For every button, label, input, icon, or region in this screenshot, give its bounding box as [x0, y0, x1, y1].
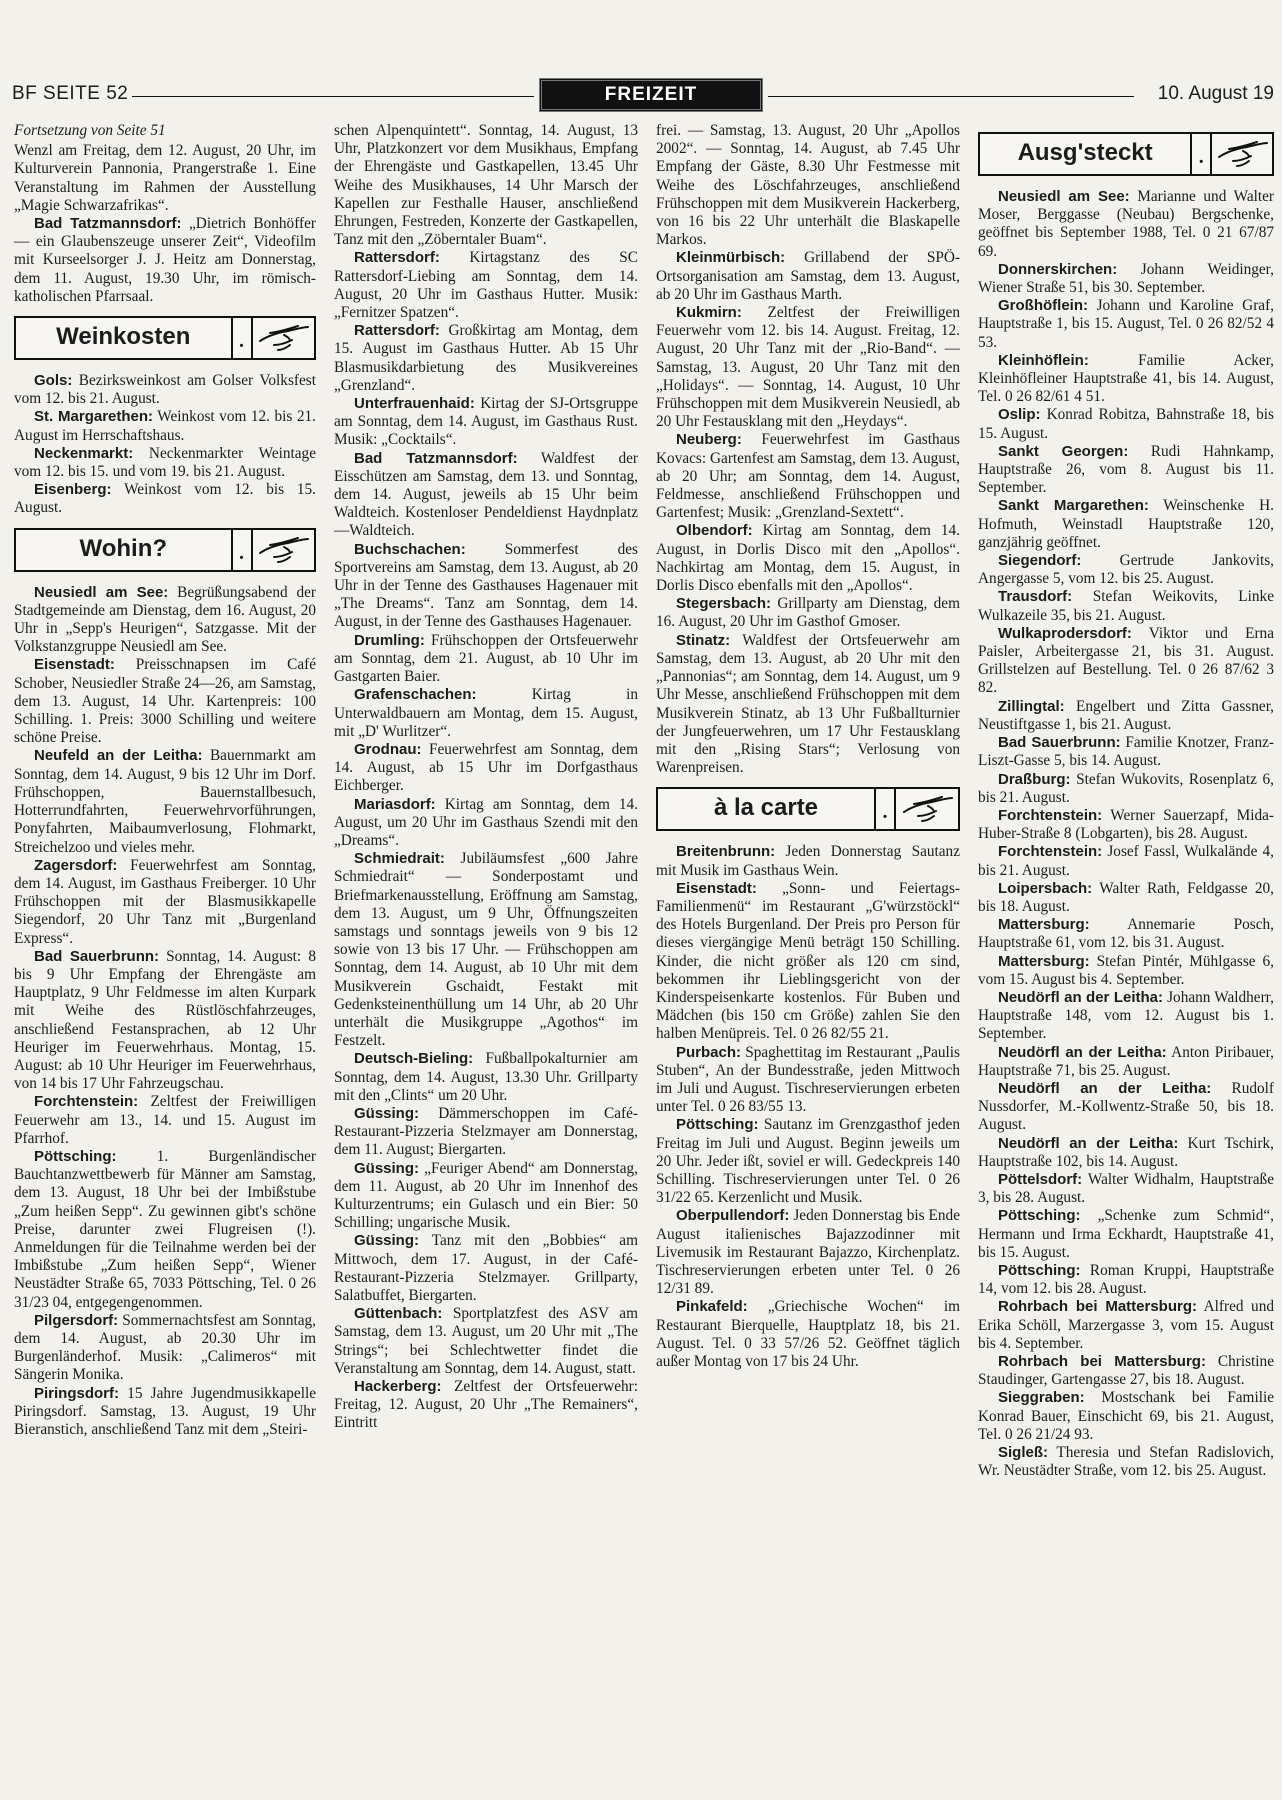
section-title: FREIZEIT	[539, 78, 763, 112]
listing-item	[978, 352, 1274, 407]
listing-place: Grodnau:	[354, 740, 422, 758]
listing-item	[334, 395, 638, 450]
listing-text: Fußballpokalturnier am Sonntag, dem 14. August, 13.30 Uhr. Grillparty mit den „Clints“ um 20 Uhr.	[334, 1050, 638, 1104]
listing-text: Walter Rath, Feldgasse 20, bis 18. August.	[978, 879, 1274, 915]
listing-place: Sankt Georgen:	[998, 442, 1129, 460]
section-box	[14, 316, 316, 360]
listing-item	[334, 632, 638, 687]
listing-item	[978, 625, 1274, 698]
listing-text: Begrüßungsabend der Stadtgemeinde am Dienstag, dem 16. August, 20 Uhr in „Sepp's Heurigen“, Satzgasse. Mit der Volkstanzgruppe Neusiedl am See.	[14, 583, 317, 656]
listing-place: Buchschachen:	[354, 540, 466, 558]
listing-text: Theresia und Stefan Radislovich, Wr. Neustädter Straße, vom 12. bis 25. August.	[978, 1444, 1274, 1480]
listing-text: Stefan Weikovits, Linke Wulkazeile 35, bis 21. August.	[978, 588, 1274, 624]
listing-item	[14, 408, 316, 444]
section-box	[14, 528, 316, 572]
listing-item	[978, 880, 1274, 916]
listing-place: Neckenmarkt:	[34, 444, 134, 462]
listing-place: Pinkafeld:	[676, 1298, 748, 1316]
listing-text: Zeltfest der Freiwilligen Feuerwehr am 13., 14. und 15. August im Pfarrhof.	[14, 1093, 316, 1147]
listing-item	[334, 741, 638, 796]
page-number: BF SEITE 52	[12, 83, 129, 104]
listing-place: Forchtenstein:	[34, 1093, 139, 1111]
listing-place: Loipersbach:	[998, 879, 1093, 897]
listing-item	[334, 796, 638, 851]
listing-item	[334, 686, 638, 741]
header-rule-right	[768, 96, 1134, 97]
listing-text: Neckenmarkter Weintage vom 12. bis 15. und vom 19. bis 21. August.	[14, 444, 316, 481]
listing-item	[656, 1116, 960, 1207]
listing-text: Bauernmarkt am Sonntag, dem 14. August, 9 bis 12 Uhr im Dorf. Frühschoppen, Bauernstallbesuch, Hotterrundfahrten, Feuerwehrvorführungen, Ponyfahrten, Maibaumverlosung, Flohmarkt, Streichelzoo und vieles mehr.	[14, 747, 316, 856]
listing-place: Neufeld an der Leitha:	[34, 747, 203, 765]
listing-item	[656, 1298, 960, 1371]
listing-item	[14, 445, 316, 481]
listing-place: Pöttsching:	[676, 1116, 759, 1134]
listing-item	[656, 632, 960, 778]
listing-place: Stinatz:	[676, 631, 731, 649]
listing-place: Bad Tatzmannsdorf:	[34, 215, 182, 233]
listing-place: Neusiedl am See:	[998, 188, 1130, 205]
listing-text: Kirtag der SJ-Ortsgruppe am Sonntag, dem 14. August, im Gasthaus Rust. Musik: „Cocktails“.	[334, 395, 638, 449]
article-text: frei. — Samstag, 13. August, 20 Uhr „Apollos 2002“. — Sonntag, 14. August, ab 7.45 Uhr Empfang der Gäste, 8.30 Uhr Festmesse mit Weihe des Löschfahrzeuges, anschließend Frühschoppen mit dem Musikverein Hackerberg, von 16 bis 22 Uhr unterhält die Blaskapelle Markos.	[656, 122, 960, 249]
listing-text: Feuerwehrfest am Sonntag, dem 14. August, ab 15 Uhr im Dorfgasthaus Eichberger.	[334, 740, 638, 795]
pointing-hand-icon	[256, 535, 310, 565]
listing-place: Gols:	[34, 372, 73, 390]
listing-place: Pilgersdorf:	[34, 1311, 119, 1329]
listing-text: Kurt Tschirk, Hauptstraße 102, bis 14. August.	[978, 1134, 1274, 1170]
listing-text: Rudolf Nussdorfer, M.-Kollwentz-Straße 50, bis 18. August.	[978, 1079, 1274, 1134]
listing-place: Neudörfl an der Leitha:	[998, 1043, 1167, 1061]
listing-text: Johann Weidinger, Wiener Straße 51, bis 30. September.	[978, 260, 1274, 297]
listing-item	[334, 1105, 638, 1160]
listing-place: Sankt Margarethen:	[998, 497, 1149, 515]
listing-place: Zagersdorf:	[34, 856, 118, 874]
listing-item	[978, 989, 1274, 1044]
listing-item	[978, 734, 1274, 770]
listing-item	[656, 843, 960, 879]
listing-item	[978, 1207, 1274, 1262]
listing-item	[334, 1232, 638, 1305]
listing-place: Neudörfl an der Leitha:	[998, 1134, 1179, 1152]
listing-text: Jeden Donnerstag Sautanz mit Musik im Gasthaus Wein.	[656, 843, 960, 879]
listing-place: Eisenstadt:	[34, 656, 115, 674]
listing-item	[14, 656, 316, 747]
listing-place: Pöttelsdorf:	[998, 1170, 1083, 1188]
listing-place: Zillingtal:	[998, 697, 1065, 715]
listing-text: Josef Fassl, Wulkalände 4, bis 21. August.	[978, 843, 1274, 879]
listing-text: Waldfest der Ortsfeuerwehr am Samstag, dem 13. August, ab 20 Uhr mit den „Pannonias“; am Sonntag, dem 14. August, um 9 Uhr Messe, anschließend Frühschoppen mit dem Musikverein Stinatz, ab 13 Uhr Fußballturnier der Jungfeuerwehren, um 17 Uhr Festausklang mit den „Rising Stars“; Verlosung von Warenpreisen.	[656, 631, 960, 777]
listing-text: Sonntag, 14. August: 8 bis 9 Uhr Empfang der Ehrengäste am Hauptplatz, 9 Uhr Feldmesse im alten Kurpark mit Weihe des Rüstlöschfahrzeuges, anschließend Festansprachen, ab 12 Uhr Heuriger im Feuerwehrhaus. Montag, 15. August: ab 10 Uhr Heuriger im Feuerwehrhaus, von 14 bis 17 Uhr Fahrzeugschau.	[14, 947, 316, 1093]
listing-text: Rudi Hahnkamp, Hauptstraße 26, vom 8. August bis 11. September.	[978, 442, 1274, 497]
listing-place: Purbach:	[676, 1043, 742, 1061]
listing-place: Bad Sauerbrunn:	[34, 947, 160, 965]
page-header	[12, 78, 1274, 118]
listing-item	[978, 588, 1274, 624]
listing-item	[334, 1378, 638, 1433]
listing-item	[656, 880, 960, 1044]
listing-item	[978, 953, 1274, 989]
listing-item	[978, 1262, 1274, 1298]
listing-item	[978, 1044, 1274, 1080]
listing-text: Grillabend der SPÖ-Ortsorganisation am Samstag, dem 13. August, ab 20 Uhr im Gasthaus Marth.	[656, 249, 960, 303]
listing-text: Jeden Donnerstag bis Ende August italienisches Bajazzodinner mit Livemusik im Restaurant Bajazzo, Kirchenplatz. Tischreservierungen erbeten unter Tel. 0 26 12/31 89.	[656, 1207, 960, 1298]
listing-place: Unterfrauenhaid:	[354, 395, 475, 413]
listing-place: Bad Tatzmannsdorf:	[354, 449, 518, 467]
listing-item	[978, 1171, 1274, 1207]
listing-text: Kirtag am Sonntag, dem 14. August, um 20 Uhr im Gasthaus Szendi mit den „Dreams“.	[334, 795, 638, 849]
listing-text: Kirtag am Sonntag, dem 14. August, in Dorlis Disco mit den „Apollos“. Nachkirtag am Montag, dem 15. August, in Dorlis Disco ebenfalls mit den „Apollos“.	[656, 522, 960, 595]
listing-text: Werner Sauerzapf, Mida-Huber-Straße 8 (Lobgarten), bis 28. August.	[978, 806, 1274, 843]
listing-place: Neudörfl an der Leitha:	[998, 1079, 1212, 1097]
listing-text: Weinkost vom 12. bis 15. August.	[14, 481, 316, 517]
section-box-title: Ausg'steckt	[980, 134, 1192, 174]
listing-place: Bad Sauerbrunn:	[998, 734, 1121, 752]
listing-text: Viktor und Erna Paisler, Arbeitergasse 21, bis 31. August. Grillstelzen auf Bestellung. Tel. 0 26 87/62 3 82.	[978, 624, 1274, 697]
listing-place: Pöttsching:	[34, 1147, 117, 1165]
listing-place: Wulkaprodersdorf:	[998, 624, 1132, 642]
listing-item	[334, 541, 638, 632]
listing-text: Spaghettitag im Restaurant „Paulis Stuben“, An der Bundesstraße, jeden Mittwoch im Juli und August. Tischreservierungen erbeten unter Tel. 0 26 83/55 13.	[656, 1043, 960, 1116]
listing-place: Sieggraben:	[998, 1389, 1085, 1407]
listing-item	[978, 771, 1274, 807]
issue-date: 10. August 19	[1157, 83, 1274, 104]
listing-place: Rattersdorf:	[354, 322, 440, 340]
listing-text: Christine Staudinger, Gartengasse 27, bis 18. August.	[978, 1353, 1274, 1389]
section-box	[656, 787, 960, 831]
listing-text: „Schenke zum Schmid“, Hermann und Irma Eckhardt, Hauptstraße 41, bis 15. August.	[978, 1207, 1274, 1261]
listing-text: Familie Knotzer, Franz-Liszt-Gasse 5, bis 14. August.	[978, 734, 1274, 770]
listing-place: Rohrbach bei Mattersburg:	[998, 1298, 1197, 1316]
listing-place: Rattersdorf:	[354, 249, 440, 267]
listing-item	[14, 747, 316, 856]
section-box-dot: .	[233, 318, 253, 358]
listing-item	[14, 372, 316, 408]
listing-place: Eisenstadt:	[676, 879, 757, 897]
listing-item	[14, 215, 316, 306]
listing-text: Frühschoppen der Ortsfeuerwehr am Sonntag, dem 21. August, ab 10 Uhr im Gastgarten Baier.	[334, 631, 638, 686]
listing-item	[978, 261, 1274, 297]
pointing-hand-icon	[900, 794, 954, 824]
listing-place: Mattersburg:	[998, 952, 1090, 970]
section-box-title: à la carte	[658, 789, 876, 829]
listing-text: Sommerfest des Sportvereins am Samstag, dem 13. August, ab 20 Uhr in der Tenne des Gasthauses Hagenauer mit „The Dreams“. Tanz am Sonntag, dem 14. August, in der Tenne des Gasthauses Hagenauer.	[334, 540, 638, 631]
listing-item	[656, 431, 960, 522]
listing-place: Donnerskirchen:	[998, 260, 1118, 278]
column-4	[978, 122, 1274, 1480]
column-1	[14, 122, 316, 1439]
listing-text: Stefan Pintér, Mühlgasse 6, vom 15. August bis 4. September.	[978, 952, 1274, 988]
listing-item	[14, 857, 316, 948]
listing-place: Oslip:	[998, 406, 1041, 424]
listing-text: Familie Acker, Kleinhöfleiner Hauptstraße 41, bis 14. August, Tel. 0 26 82/61 4 51.	[978, 351, 1274, 406]
listing-item	[978, 297, 1274, 352]
listing-text: Preisschnapsen im Café Schober, Neusiedler Straße 24—26, am Samstag, dem 13. August, 14 Uhr. Kartenpreis: 100 Schilling. 1. Preis: 3000 Schilling und weitere schöne Preise.	[14, 656, 316, 747]
listing-place: Kukmirn:	[676, 304, 742, 322]
listing-item	[334, 1305, 638, 1378]
listing-text: Bezirksweinkost am Golser Volksfest vom 12. bis 21. August.	[14, 372, 316, 408]
listing-item	[14, 1312, 316, 1385]
listing-place: Rohrbach bei Mattersburg:	[998, 1353, 1206, 1370]
listing-text: Marianne und Walter Moser, Berggasse (Neubau) Bergschenke, geöffnet bis September 1988, Tel. 0 21 67/87 69.	[978, 188, 1274, 260]
listing-item	[14, 948, 316, 1094]
listing-place: Großhöflein:	[998, 297, 1088, 315]
hand-icon-wrapper	[1212, 134, 1272, 174]
listing-place: Piringsdorf:	[34, 1384, 119, 1402]
section-box	[978, 132, 1274, 176]
listing-text: „Griechische Wochen“ im Restaurant Bierquelle, Hauptplatz 18, bis 21. August. Tel. 0 33 57/26 52. Geöffnet täglich außer Montag von 17 bis 24 Uhr.	[656, 1298, 960, 1370]
section-box-dot: .	[1192, 134, 1212, 174]
listing-item	[14, 481, 316, 517]
listing-place: Hackerberg:	[354, 1378, 442, 1396]
listing-item	[978, 497, 1274, 552]
listing-place: Güttenbach:	[354, 1305, 443, 1323]
listing-text: Tanz mit den „Bobbies“ am Mittwoch, dem 17. August, in der Café-Restaurant-Pizzeria Stelzmayer. Grillparty, Salatbuffet, Biergarten.	[334, 1232, 638, 1304]
listing-text: Weinschenke H. Hofmuth, Weinstadl Hauptstraße 120, ganzjährig geöffnet.	[978, 497, 1274, 551]
listing-place: St. Margarethen:	[34, 408, 154, 426]
continuation-note: Fortsetzung von Seite 51	[14, 122, 166, 139]
listing-item	[656, 1207, 960, 1298]
listing-text: „Sonn- und Feiertags-Familienmenü“ im Restaurant „G'würzstöckl“ des Hotels Burgenland. Der Preis pro Person für dieses viergängige Menü beträgt 150 Schilling. Kinder, die nicht größer als 120 cm sind, bekommen ihr Lieblingsgericht von der Kinderspeisenkarte kostenlos. Für Buben und Mädchen (bis 150 cm Größe) zahlen Sie den halben Menüpreis. Tel. 0 26 82/55 21.	[656, 879, 960, 1043]
listing-item	[334, 850, 638, 1050]
listing-item	[334, 1160, 638, 1233]
listing-place: Breitenbrunn:	[676, 843, 776, 861]
listing-place: Neusiedl am See:	[34, 583, 169, 601]
listing-item	[978, 916, 1274, 952]
section-box-dot: .	[876, 789, 896, 829]
article-text: Wenzl am Freitag, dem 12. August, 20 Uhr, im Kulturverein Pannonia, Prangerstraße 1. Eine Veranstaltung im Rahmen der Ausstellung „Magie Schwarzafrikas“.	[14, 142, 316, 214]
listing-text: 15 Jahre Jugendmusikkapelle Piringsdorf. Samstag, 13. August, 19 Uhr Bieranstich, anschließend Tanz mit dem „Steiri-	[14, 1384, 316, 1438]
listing-text: Alfred und Erika Schöll, Marzergasse 3, vom 15. August bis 4. September.	[978, 1298, 1274, 1352]
listing-text: Kirtag in Unterwaldbauern am Montag, dem 15. August, mit „D' Wurlitzer“.	[334, 686, 638, 740]
listing-item	[334, 249, 638, 322]
listing-item	[978, 406, 1274, 442]
listing-item	[978, 698, 1274, 734]
listing-place: Drumling:	[354, 631, 425, 649]
listing-item	[978, 1135, 1274, 1171]
listing-text: Johann und Karoline Graf, Hauptstraße 1, bis 15. August, Tel. 0 26 82/52 4 53.	[978, 297, 1274, 351]
listing-place: Sigleß:	[998, 1444, 1049, 1462]
listing-place: Güssing:	[354, 1159, 420, 1177]
listing-item	[978, 188, 1274, 261]
listing-item	[14, 584, 316, 657]
listing-text: Sautanz im Grenzgasthof jeden Freitag im Juli und August. Beginn jeweils um 20 Uhr. Jeder ißt, soviel er will. Gedeckpreis 140 Schilling. Tischreservierungen unter Tel. 0 26 31/22 65. Kerzenlicht und Musik.	[656, 1116, 960, 1207]
listing-text: 1. Burgenländischer Bauchtanzwettbewerb für Männer am Samstag, dem 13. August, 18 Uhr bei der Imbißstube „Zum heißen Sepp“. Zu gewinnen gibt's schöne Preise, darunter zwei Flugreisen (!). Anmeldungen für die Teilnahme werden bei der Imbißstube „Zum heißen Sepp“, Wiener Neustädter Straße 65, 7033 Pöttsching, Tel. 0 26 31/23 04, entgegengenommen.	[14, 1147, 316, 1311]
section-box-title: Wohin?	[16, 530, 233, 570]
listing-text: Annemarie Posch, Hauptstraße 61, vom 12. bis 31. August.	[978, 916, 1274, 952]
listing-text: Zeltfest der Ortsfeuerwehr: Freitag, 12. August, 20 Uhr „The Remainers“, Eintritt	[334, 1378, 638, 1432]
listing-item	[978, 443, 1274, 498]
listing-text: Walter Widhalm, Hauptstraße 3, bis 28. August.	[978, 1170, 1274, 1207]
listing-text: Feuerwehrfest am Sonntag, dem 14. August, im Gasthaus Freiberger. 10 Uhr Frühschoppen mit der Blasmusikkapelle Siegendorf, 20 Uhr Tanz mit „Burgenland Express“.	[14, 856, 316, 947]
listing-place: Grafenschachen:	[354, 686, 477, 704]
listing-item	[978, 843, 1274, 879]
listing-place: Güssing:	[354, 1104, 420, 1122]
listing-text: Großkirtag am Montag, dem 15. August im Gasthaus Hutter. Ab 15 Uhr Blasmusikdarbietung des Musikvereines „Grenzland“.	[334, 322, 638, 394]
listing-item	[656, 522, 960, 595]
listing-item	[14, 1093, 316, 1148]
listing-place: Trausdorf:	[998, 588, 1073, 606]
listing-text: Gertrude Jankovits, Angergasse 5, vom 12. bis 25. August.	[978, 552, 1274, 588]
listing-place: Güssing:	[354, 1232, 420, 1250]
listing-place: Forchtenstein:	[998, 843, 1103, 861]
listing-item	[656, 595, 960, 631]
listing-place: Pöttsching:	[998, 1261, 1081, 1279]
listing-text: Konrad Robitza, Bahnstraße 18, bis 15. August.	[978, 406, 1274, 442]
listing-item	[656, 304, 960, 431]
listing-item	[978, 1444, 1274, 1480]
listing-place: Neudörfl an der Leitha:	[998, 988, 1163, 1006]
pointing-hand-icon	[256, 323, 310, 353]
column-3	[656, 122, 960, 1371]
listing-text: „Feuriger Abend“ am Donnerstag, dem 11. August, ab 20 Uhr im Innenhof des Kulturzentrums; ein Gulasch und ein Bier: 50 Schilling; ungarische Musik.	[334, 1159, 638, 1232]
listing-text: Kirtagstanz des SC Rattersdorf-Liebing am Sonntag, dem 14. August, 20 Uhr im Gasthaus Hutter. Musik: „Fernitzer Spatzen“.	[334, 249, 638, 322]
column-2	[334, 122, 638, 1433]
listing-place: Kleinhöflein:	[998, 351, 1089, 369]
listing-place: Pöttsching:	[998, 1207, 1081, 1225]
listing-place: Schmiedrait:	[354, 850, 445, 868]
listing-item	[978, 1353, 1274, 1389]
listing-text: Waldfest der Eisschützen am Samstag, dem 13. und Sonntag, dem 14. August, jeweils ab 15 Uhr beim Waldteich. Kostenloser Pendeldienst Haydnplatz—Waldteich.	[334, 449, 638, 540]
hand-icon-wrapper	[896, 789, 958, 829]
listing-place: Siegendorf:	[998, 552, 1082, 570]
listing-text: Grillparty am Dienstag, dem 16. August, 20 Uhr im Gasthof Gmoser.	[656, 595, 960, 631]
listing-item	[978, 807, 1274, 843]
listing-text: Johann Waldherr, Hauptstraße 148, vom 12. August bis 1. September.	[978, 988, 1274, 1043]
hand-icon-wrapper	[253, 318, 314, 358]
listing-place: Neuberg:	[676, 431, 742, 449]
listing-text: Anton Piribauer, Hauptstraße 71, bis 25. August.	[978, 1043, 1274, 1079]
listing-item	[334, 1050, 638, 1105]
listing-item	[14, 1148, 316, 1312]
listing-item	[656, 249, 960, 304]
listing-item	[978, 552, 1274, 588]
listing-place: Kleinmürbisch:	[676, 249, 786, 267]
pointing-hand-icon	[1215, 139, 1269, 169]
listing-text: Engelbert und Zitta Gassner, Neustiftgasse 1, bis 21. August.	[978, 697, 1274, 733]
listing-place: Eisenberg:	[34, 481, 112, 499]
listing-item	[14, 1385, 316, 1440]
listing-text: Mostschank bei Familie Konrad Bauer, Einschicht 69, bis 21. August, Tel. 0 26 21/24 93.	[978, 1389, 1274, 1443]
listing-text: Zeltfest der Freiwilligen Feuerwehr vom 12. bis 14. August. Freitag, 12. August, 20 Uhr Tanz mit der „Rio-Band“. — Samstag, 13. August, 20 Uhr Tanz mit den „Holidays“. — Sonntag, 14. August, 10 Uhr Frühschoppen mit dem Musikverein Neusiedl, ab 20 Uhr Festausklang mit den „Heydays“.	[656, 304, 960, 431]
listing-place: Draßburg:	[998, 770, 1071, 788]
listing-text: Sportplatzfest des ASV am Samstag, dem 13. August, um 20 Uhr mit „The Strings“; bei Schlechtwetter findet die Veranstaltung am Sonntag, dem 14. August, statt.	[334, 1305, 638, 1377]
listing-place: Mattersburg:	[998, 916, 1090, 934]
listing-item	[334, 450, 638, 541]
listing-text: „Dietrich Bonhöffer — ein Glaubenszeuge unserer Zeit“, Videofilm mit Kurseelsorger J. J. Heitz am Donnerstag, dem 11. August, 19.30 Uhr, im römisch-katholischen Pfarrsaal.	[14, 215, 316, 305]
listing-text: Roman Kruppi, Hauptstraße 14, vom 12. bis 28. August.	[978, 1261, 1274, 1298]
hand-icon-wrapper	[253, 530, 314, 570]
listing-place: Deutsch-Bieling:	[354, 1050, 474, 1068]
listing-text: Stefan Wukovits, Rosenplatz 6, bis 21. August.	[978, 770, 1274, 806]
listing-item	[978, 1298, 1274, 1353]
header-rule-left	[132, 96, 534, 97]
listing-place: Olbendorf:	[676, 522, 753, 540]
listing-item	[656, 1044, 960, 1117]
article-text: schen Alpenquintett“. Sonntag, 14. August, 13 Uhr, Platzkonzert vor dem Musikhaus, Empfang der Ehrengäste und Gastkapellen, 13.45 Uhr Weihe des Musikhauses, 14 Uhr Marsch der Kapellen zur Festhalle Hauser, anschließend Ehrungen, Festreden, Konzerte der Gastkapellen, Tanz mit den „Zöberntaler Buam“.	[334, 122, 638, 249]
listing-item	[334, 322, 638, 395]
listing-text: Sommernachtsfest am Sonntag, dem 14. August, ab 20.30 Uhr im Burgenländerhof. Musik: „Calimeros“ mit Sängerin Monika.	[14, 1311, 316, 1384]
listing-text: Weinkost vom 12. bis 21. August im Herrschaftshaus.	[14, 408, 316, 444]
listing-text: Dämmerschoppen im Café-Restaurant-Pizzeria Stelzmayer am Donnerstag, dem 11. August; Biergarten.	[334, 1104, 638, 1159]
listing-text: Feuerwehrfest im Gasthaus Kovacs: Gartenfest am Samstag, dem 13. August, ab 20 Uhr; am Sonntag, dem 14. August, Feldmesse, anschließend Frühschoppen und Gartenfest; Musik: „Grenzland-Sextett“.	[656, 431, 960, 522]
section-box-title: Weinkosten	[16, 318, 233, 358]
listing-place: Forchtenstein:	[998, 806, 1103, 824]
listing-text: Jubiläumsfest „600 Jahre Schmiedrait“ — Sonderpostamt und Briefmarkenausstellung, Eröffnung am Samstag, dem 13. August, um 9 Uhr, Öffnungszeiten samstags und sonntags jeweils von 9 bis 12 sowie von 13 bis 17 Uhr. — Frühschoppen am Sonntag, dem 14. August, ab 10 Uhr mit dem Musikverein Gschaidt, Festakt mit Gedenksteinenthüllung um 14 Uhr, ab 20 Uhr unterhält die Musikgruppe „Agothos“ im Festzelt.	[334, 850, 638, 1050]
listing-place: Oberpullendorf:	[676, 1207, 790, 1225]
listing-item	[978, 1389, 1274, 1444]
listing-place: Mariasdorf:	[354, 795, 436, 813]
listing-place: Stegersbach:	[676, 595, 772, 613]
listing-item	[978, 1080, 1274, 1135]
section-box-dot: .	[233, 530, 253, 570]
